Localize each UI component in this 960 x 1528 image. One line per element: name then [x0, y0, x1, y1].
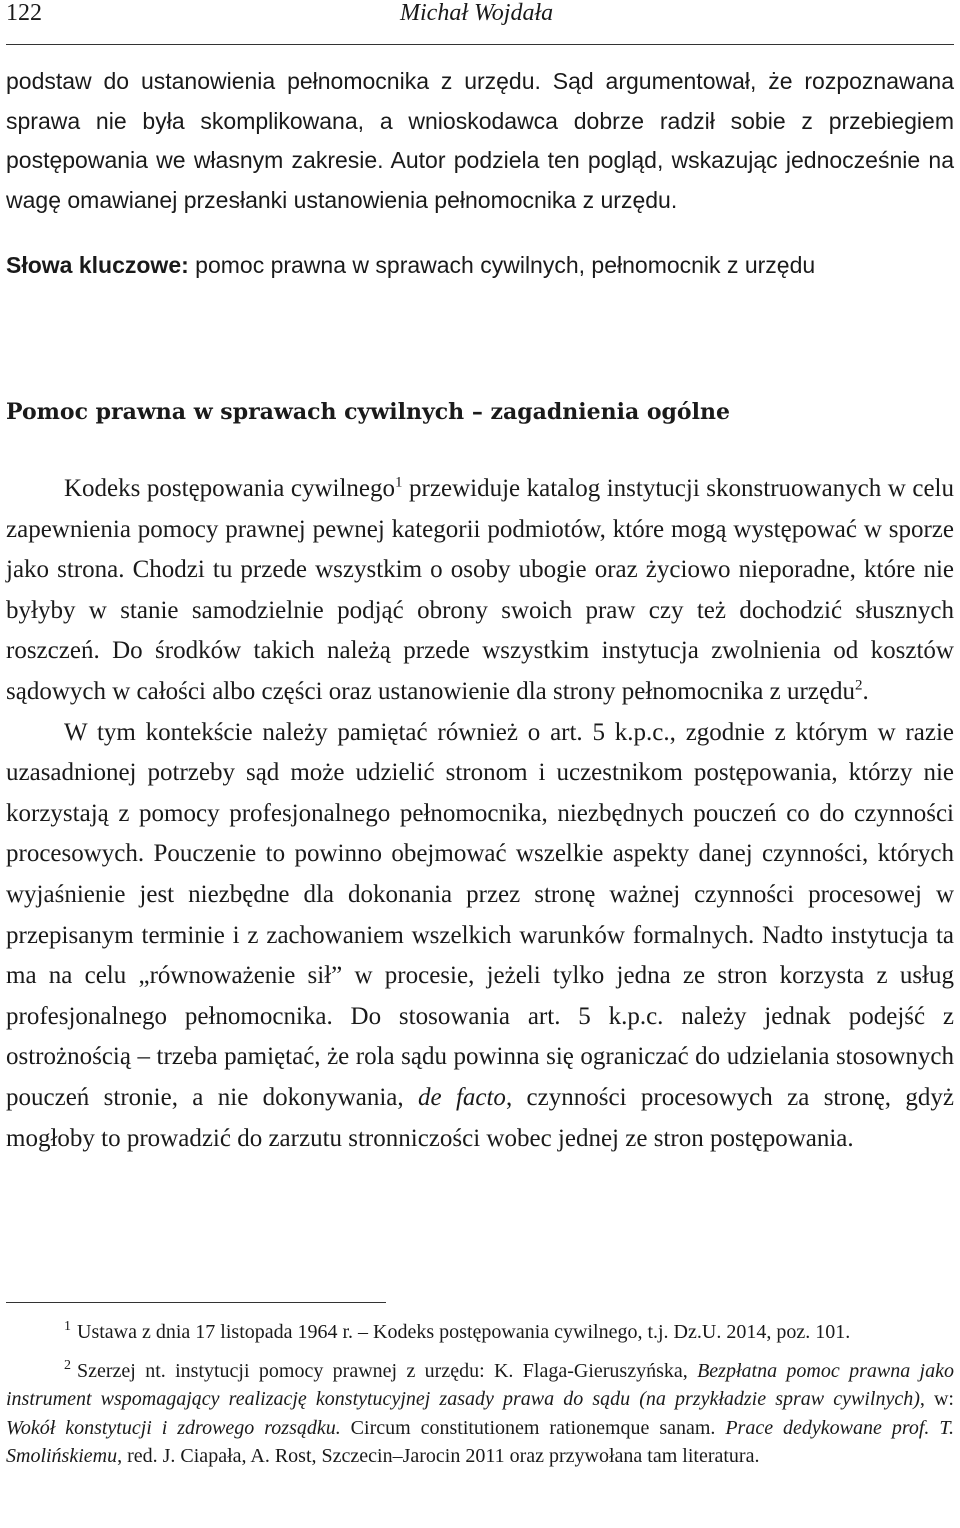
- text-run: W tym kontekście należy pamiętać również o art. 5 k.p.c., zgodnie z którym w razie uzasadnionej potrzeby sąd może udzielić stronom i uczestnikom postępowania, którzy nie korzystają z pomocy profesjonalnego pełnomocnika, niezbędnych pouczeń co do czynności procesowych. Pouczenie to powinno obejmować wszelkie aspekty danej czynności, których wyjaśnienie jest niezbędne dla dokonania przez stronę ważnej czynności procesowej w przepisanym terminie i z zachowaniem wszelkich warunków formalnych. Nadto instytucja ta ma na celu „równoważenie sił” w procesie, jeżeli tylko jedna ze stron korzysta z usług profesjonalnego pełnomocnika. Do stosowania art. 5 k.p.c. należy jednak podejść z ostrożnością – trzeba pamiętać, że rola sądu powinna się ograniczać do udzielania stosownych pouczeń stronie, a nie dokonywania,: [6, 718, 954, 1111]
- footnote-ref[interactable]: 2: [855, 677, 863, 694]
- footnote-number: 2: [64, 1357, 71, 1373]
- footnotes: [6, 1318, 954, 1471]
- page: [6, 0, 954, 1528]
- text-run: , czynności procesowych za stronę, gdyż mogłoby to prowadzić do zarzutu stronniczości wobec jednej ze stron postępowania.: [6, 1083, 954, 1152]
- text-run: Kodeks postępowania cywilnego: [64, 475, 396, 502]
- footnote-2: [6, 1357, 954, 1471]
- footnote-1: [6, 1318, 954, 1347]
- abstract-paragraph: podstaw do ustanowienia pełnomocnika z urzędu. Sąd argumentował, że rozpoznawana sprawa nie była skomplikowana, a wnioskodawca dobrze radził sobie z przebiegiem postępowania we własnym zakresie. Autor podziela ten pogląd, wskazując jednocześnie na wagę omawianej przesłanki ustanowienia pełnomocnika z urzędu.: [6, 68, 954, 213]
- footnote-text: Ustawa z dnia 17 listopada 1964 r. – Kodeks postępowania cywilnego, t.j. Dz.U. 2014, poz. 101.: [77, 1321, 851, 1343]
- page-number: 122: [6, 0, 42, 26]
- text-run: przewiduje katalog instytucji skonstruowanych w celu zapewnienia pomocy prawnej pewnej kategorii podmiotów, które mogą występować w sporze jako strona. Chodzi tu przede wszystkim o osoby ubogie oraz życiowo nieporadne, które nie byłyby w stanie samodzielnie podjąć obrony swoich praw czy też dochodzić słusznych roszczeń. Do środków takich należą przede wszystkim instytucja zwolnienia od kosztów sądowych w całości albo części oraz ustanowienie dla strony pełnomocnika z urzędu: [6, 475, 955, 705]
- footnote-number: 1: [64, 1319, 71, 1335]
- footnote-italic: Bezpłatna pomoc prawna jako instrument wspomagający realizację konstytucyjnej zasady prawa do sądu (na przykładzie spraw cywilnych): [6, 1359, 954, 1410]
- running-header: [6, 0, 954, 45]
- footnote-text: , w:: [919, 1388, 954, 1410]
- body-paragraph: [6, 713, 954, 1160]
- footnote-ref[interactable]: 1: [395, 474, 403, 491]
- footnote-text: Szerzej nt. instytucji pomocy prawnej z urzędu: K. Flaga-Gieruszyńska,: [77, 1359, 698, 1382]
- keywords-label: Słowa kluczowe:: [6, 252, 189, 278]
- keywords-text: pomoc prawna w sprawach cywilnych, pełnomocnik z urzędu: [188, 252, 816, 278]
- body-text: [6, 469, 954, 1159]
- footnote-separator: [6, 1302, 386, 1303]
- footnote-text: , red. J. Ciapała, A. Rost, Szczecin–Jarocin 2011 oraz przywołana tam literatura.: [117, 1445, 760, 1467]
- italic-text: de facto: [417, 1083, 506, 1111]
- running-author: Michał Wojdała: [400, 0, 554, 26]
- text-run: .: [862, 677, 869, 705]
- section-heading: Pomoc prawna w sprawach cywilnych – zagadnienia ogólne: [6, 399, 730, 425]
- body-paragraph: [6, 469, 954, 713]
- footnote-italic: Prace dedykowane prof. T. Smolińskiemu: [6, 1416, 954, 1467]
- footnote-italic: Wokół konstytucji i zdrowego rozsądku.: [6, 1416, 341, 1439]
- keywords-line: [6, 246, 954, 285]
- footnote-text: Circum constitutionem rationemque sanam.: [340, 1416, 726, 1439]
